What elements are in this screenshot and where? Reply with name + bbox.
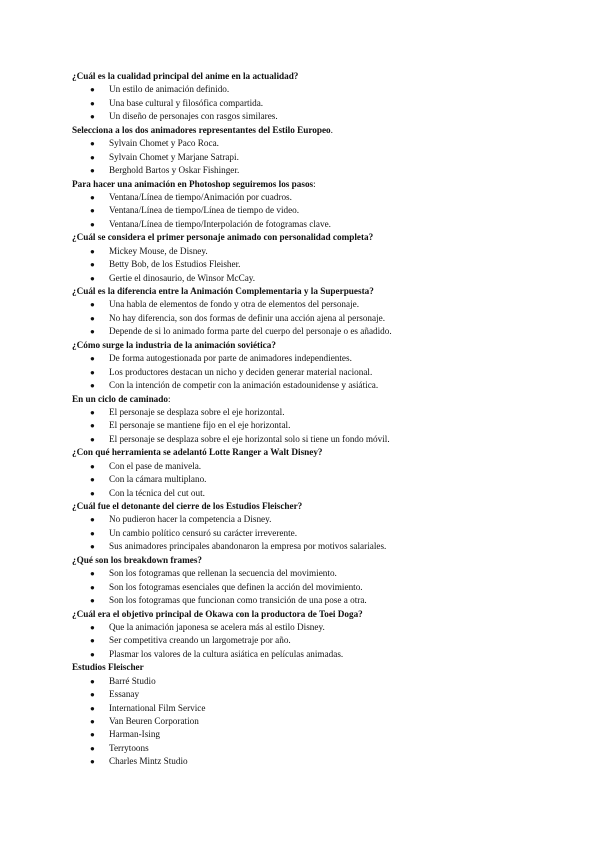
bullet-icon: ● [90,421,95,431]
question-heading [72,70,542,83]
answer-item [72,110,542,123]
question-heading [72,339,542,352]
bullet-icon: ● [90,757,95,767]
answer-item [72,164,542,177]
question-text: ¿Qué son los breakdown frames? [72,554,202,565]
question-heading [72,231,542,244]
question-punctuation: : [313,178,316,189]
answer-text: Los productores destacan un nicho y deciden generar material nacional. [109,366,373,377]
answer-text: Sylvain Chomet y Paco Roca. [109,138,219,149]
answer-list [72,352,542,392]
bullet-icon: ● [90,354,95,364]
bullet-icon: ● [90,246,95,256]
bullet-icon: ● [90,596,95,606]
answer-text: Sus animadores principales abandonaron la empresa por motivos salariales. [109,541,387,552]
question-heading [72,608,542,621]
answer-item [72,379,542,392]
answer-item [72,755,542,768]
question-text: Para hacer una animación en Photoshop seguiremos los pasos [72,178,314,189]
answer-item [72,191,542,204]
answer-text: Son los fotogramas esenciales que definen la acción del movimiento. [109,581,363,592]
answer-text: Charles Mintz Studio [109,756,188,767]
answer-text: Con la cámara multiplano. [109,474,207,485]
answer-text: De forma autogestionada por parte de animadores independientes. [109,353,352,364]
answer-list [72,245,542,285]
question-heading [72,285,542,298]
bullet-icon: ● [90,676,95,686]
answer-text: Ventana/Línea de tiempo/Interpolación de fotogramas clave. [109,218,331,229]
answer-item [72,473,542,486]
bullet-icon: ● [90,219,95,229]
bullet-icon: ● [90,515,95,525]
bullet-icon: ● [90,461,95,471]
answer-item [72,366,542,379]
answer-list [72,513,542,553]
answer-item [72,594,542,607]
answer-item [72,675,542,688]
answer-list [72,567,542,607]
answer-text: Mickey Mouse, de Disney. [109,245,208,256]
bullet-icon: ● [90,690,95,700]
bullet-icon: ● [90,582,95,592]
answer-item [72,527,542,540]
answer-text: Con el pase de manivela. [109,460,202,471]
answer-text: Son los fotogramas que funcionan como transición de una pose a otra. [109,595,367,606]
question-text: ¿Con qué herramienta se adelantó Lotte Ranger a Walt Disney? [72,447,323,458]
answer-text: Betty Bob, de los Estudios Fleisher. [109,259,241,270]
question-text: ¿Cuál era el objetivo principal de Okawa con la productora de Toei Doga? [72,608,363,619]
bullet-icon: ● [90,313,95,323]
bullet-icon: ● [90,434,95,444]
bullet-icon: ● [90,649,95,659]
answer-text: Barré Studio [109,675,156,686]
answer-item [72,433,542,446]
answer-item [72,581,542,594]
answer-item [72,728,542,741]
answer-text: Plasmar los valores de la cultura asiática en películas animadas. [109,648,344,659]
answer-text: Con la técnica del cut out. [109,487,205,498]
answer-list [72,621,542,661]
bullet-icon: ● [90,192,95,202]
bullet-icon: ● [90,407,95,417]
bullet-icon: ● [90,569,95,579]
answer-text: Que la animación japonesa se acelera más al estilo Disney. [109,621,325,632]
answer-item [72,406,542,419]
answer-text: Una base cultural y filosófica compartida. [109,97,264,108]
answer-item [72,218,542,231]
answer-text: Depende de si lo animado forma parte del cuerpo del personaje o es añadido. [109,326,392,337]
question-text: Selecciona a los dos animadores representantes del Estilo Europeo [72,124,331,135]
answer-list [72,191,542,231]
answer-text: El personaje se mantiene fijo en el eje horizontal. [109,420,291,431]
bullet-icon: ● [90,85,95,95]
answer-item [72,352,542,365]
answer-item [72,419,542,432]
answer-text: No hay diferencia, son dos formas de definir una acción ajena al personaje. [109,312,386,323]
answer-text: Un cambio político censuró su carácter irreverente. [109,527,298,538]
bullet-icon: ● [90,622,95,632]
answer-text: Son los fotogramas que rellenan la secuencia del movimiento. [109,568,337,579]
answer-text: Con la intención de competir con la animación estadounidense y asiática. [109,380,379,391]
answer-list [72,83,542,123]
answer-text: Un diseño de personajes con rasgos similares. [109,111,278,122]
answer-text: Ser competitiva creando un largometraje por año. [109,635,291,646]
answer-list [72,675,542,769]
answer-item [72,487,542,500]
answer-item [72,298,542,311]
answer-item [72,513,542,526]
answer-text: Sylvain Chomet y Marjane Satrapi. [109,151,239,162]
question-text: Estudios Fleischer [72,662,144,673]
question-text: En un ciclo de caminado [72,393,168,404]
bullet-icon: ● [90,206,95,216]
answer-list [72,298,542,338]
answer-item [72,715,542,728]
bullet-icon: ● [90,98,95,108]
bullet-icon: ● [90,367,95,377]
answer-item [72,204,542,217]
bullet-icon: ● [90,300,95,310]
bullet-icon: ● [90,488,95,498]
question-text: ¿Cuál es la diferencia entre la Animación Complementaria y la Superpuesta? [72,286,374,296]
question-text: ¿Cuál fue el detonante del cierre de los Estudios Fleischer? [72,501,303,511]
answer-list [72,460,542,500]
question-heading [72,500,542,513]
bullet-icon: ● [90,166,95,176]
answer-item [72,634,542,647]
answer-text: Ventana/Línea de tiempo/Animación por cuadros. [109,191,292,202]
answer-text: Ventana/Línea de tiempo/Línea de tiempo de video. [109,205,300,216]
answer-text: Berghold Bartos y Oskar Fishinger. [109,165,240,176]
question-text: ¿Cuál se considera el primer personaje animado con personalidad completa? [72,232,374,243]
answer-item [72,245,542,258]
question-heading [72,178,542,191]
document-body [72,70,542,769]
answer-item [72,567,542,580]
answer-text: Van Beuren Corporation [109,716,199,726]
answer-text: Terrytoons [109,742,149,753]
answer-text: No pudieron hacer la competencia a Disney. [109,514,272,525]
bullet-icon: ● [90,717,95,726]
bullet-icon: ● [90,327,95,337]
question-text: ¿Cuál es la cualidad principal del anime en la actualidad? [72,71,299,81]
bullet-icon: ● [90,743,95,753]
bullet-icon: ● [90,703,95,713]
bullet-icon: ● [90,730,95,740]
answer-item [72,688,542,701]
question-heading [72,393,542,406]
bullet-icon: ● [90,273,95,283]
answer-item [72,151,542,164]
answer-item [72,540,542,553]
answer-text: Una habla de elementos de fondo y otra de elementos del personaje. [109,299,360,310]
bullet-icon: ● [90,260,95,270]
answer-item [72,83,542,96]
answer-text: El personaje se desplaza sobre el eje horizontal solo si tiene un fondo móvil. [109,433,390,444]
bullet-icon: ● [90,475,95,485]
question-heading [72,446,542,459]
answer-item [72,621,542,634]
answer-item [72,258,542,271]
bullet-icon: ● [90,152,95,162]
answer-item [72,325,542,338]
answer-text: Gertie el dinosaurio, de Winsor McCay. [109,272,256,283]
answer-item [72,460,542,473]
answer-item [72,97,542,110]
question-punctuation: : [167,393,171,404]
question-text: ¿Cómo surge la industria de la animación soviética? [72,339,276,350]
answer-item [72,137,542,150]
answer-item [72,648,542,661]
question-heading [72,124,542,137]
question-punctuation: . [330,124,333,135]
bullet-icon: ● [90,112,95,122]
answer-item [72,272,542,285]
answer-item [72,742,542,755]
question-heading [72,661,542,674]
answer-item [72,702,542,715]
bullet-icon: ● [90,139,95,149]
bullet-icon: ● [90,636,95,646]
answer-text: Un estilo de animación definido. [109,84,230,95]
answer-list [72,406,542,446]
bullet-icon: ● [90,542,95,552]
question-heading [72,554,542,567]
bullet-icon: ● [90,381,95,391]
answer-text: El personaje se desplaza sobre el eje horizontal. [109,406,285,417]
bullet-icon: ● [90,528,95,538]
answer-text: Harman-Ising [109,729,161,740]
answer-list [72,137,542,177]
answer-text: International Film Service [109,702,206,713]
answer-text: Essanay [109,689,140,700]
answer-item [72,312,542,325]
